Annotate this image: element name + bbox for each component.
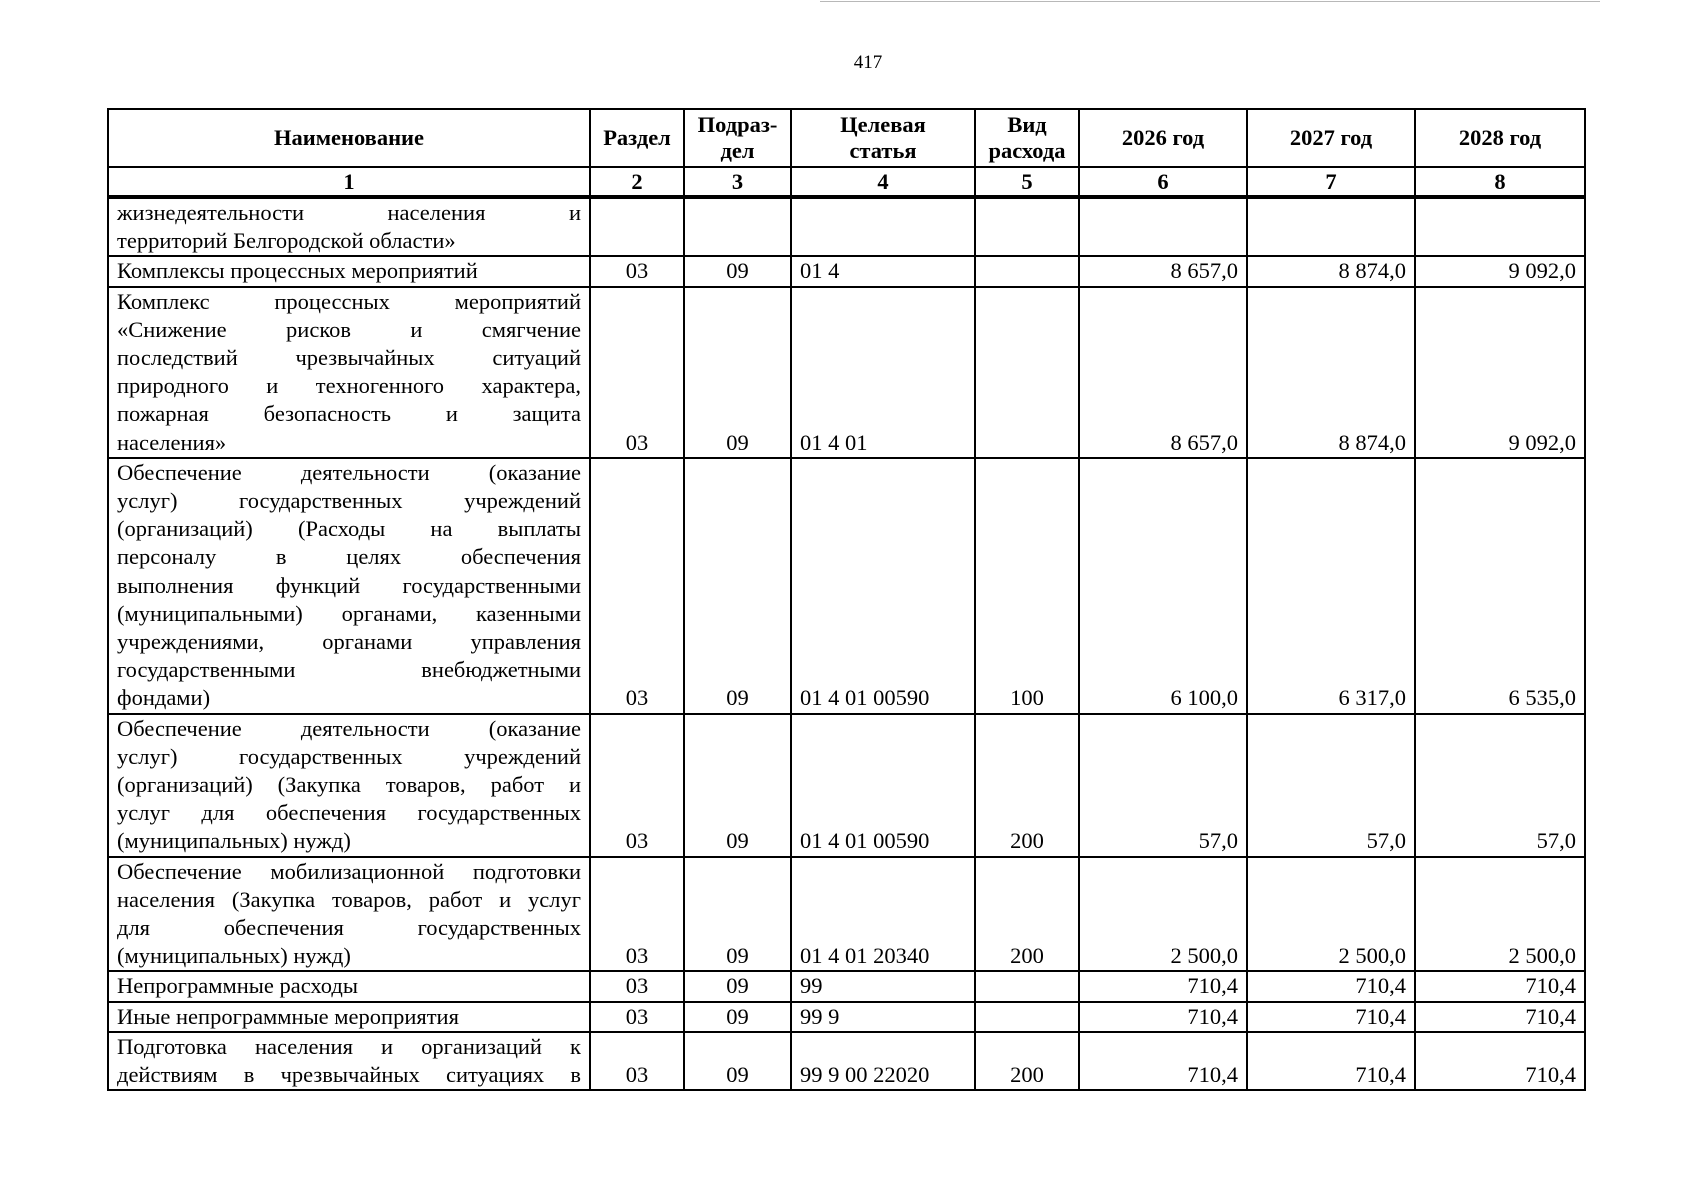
column-header-line: Наименование [274,125,424,150]
row-name-line: (муниципальных) нужд) [117,943,351,969]
cell-vid: 100 [975,458,1079,714]
cell-y2026: 710,4 [1079,1032,1247,1090]
cell-razdel: 03 [590,971,684,1001]
row-name-line: «Снижение рисков и смягчение [117,316,581,342]
row-name-cell [108,1032,590,1090]
cell-podrazdel: 09 [684,714,791,857]
cell-y2027: 6 317,0 [1247,458,1415,714]
cell-y2028: 57,0 [1415,714,1585,857]
column-header [791,109,975,167]
row-name-line: для обеспечения государственных [117,915,581,941]
row-name-line: действиям в чрезвычайных ситуациях в [117,1062,581,1088]
row-name-line: Комплекс процессных мероприятий [117,288,581,314]
row-name-line: услуг) государственных учреждений [117,743,581,769]
cell-statya: 99 9 00 22020 [791,1032,975,1090]
cell-podrazdel: 09 [684,1032,791,1090]
row-name-line: (муниципальных) нужд) [117,828,351,854]
cell-podrazdel: 09 [684,971,791,1001]
cell-vid [975,1002,1079,1032]
row-name-line: населения (Закупка товаров, работ и услуг [117,886,581,912]
column-header-line: Подраз- [697,112,778,137]
cell-y2027: 710,4 [1247,971,1415,1001]
cell-vid [975,256,1079,286]
cell-razdel [590,197,684,256]
row-name-line: Обеспечение деятельности (оказание [117,715,581,741]
cell-statya [791,197,975,256]
cell-y2028: 6 535,0 [1415,458,1585,714]
cell-statya: 99 9 [791,1002,975,1032]
cell-razdel: 03 [590,256,684,286]
cell-statya: 01 4 01 00590 [791,714,975,857]
column-number: 8 [1415,167,1585,197]
cell-statya: 01 4 [791,256,975,286]
budget-table [107,108,1586,1091]
cell-y2028: 710,4 [1415,971,1585,1001]
cell-podrazdel [684,197,791,256]
header-row [108,109,1585,167]
column-header-line: 2026 год [1121,125,1205,150]
table-row [108,458,1585,714]
page-number: 417 [853,52,883,73]
table-row [108,971,1585,1001]
column-header-line: Раздел [603,125,671,150]
column-number: 4 [791,167,975,197]
cell-y2026: 8 657,0 [1079,287,1247,458]
cell-podrazdel: 09 [684,1002,791,1032]
cell-vid [975,197,1079,256]
column-number: 5 [975,167,1079,197]
cell-y2028: 710,4 [1415,1002,1585,1032]
row-name-cell [108,256,590,286]
column-header [590,109,684,167]
row-name-line: выполнения функций государственными [117,572,581,598]
column-number-row [108,167,1585,197]
row-name-cell [108,287,590,458]
cell-vid: 200 [975,1032,1079,1090]
row-name-line: Подготовка населения и организаций к [117,1033,581,1059]
cell-y2026: 8 657,0 [1079,256,1247,286]
column-header-line: статья [849,138,917,163]
cell-y2028: 9 092,0 [1415,256,1585,286]
row-name-line: последствий чрезвычайных ситуаций [117,345,581,371]
row-name-line: территорий Белгородской области» [117,228,456,254]
row-name-cell [108,197,590,256]
cell-statya: 99 [791,971,975,1001]
column-header-line: 2027 год [1289,125,1373,150]
cell-y2026: 710,4 [1079,1002,1247,1032]
cell-razdel: 03 [590,857,684,972]
cell-statya: 01 4 01 20340 [791,857,975,972]
column-header-line: 2028 год [1458,125,1542,150]
cell-razdel: 03 [590,1002,684,1032]
cell-y2028: 2 500,0 [1415,857,1585,972]
row-name-cell [108,971,590,1001]
row-name-line: услуг) государственных учреждений [117,488,581,514]
table-row [108,857,1585,972]
cell-y2028 [1415,197,1585,256]
table-row [108,1002,1585,1032]
column-number: 6 [1079,167,1247,197]
row-name-cell [108,1002,590,1032]
cell-y2027: 8 874,0 [1247,256,1415,286]
column-header [975,109,1079,167]
column-header-line: расхода [988,138,1066,163]
column-number: 2 [590,167,684,197]
row-name-line: Непрограммные расходы [117,973,358,999]
cell-statya: 01 4 01 00590 [791,458,975,714]
column-header [1079,109,1247,167]
row-name-line: Обеспечение мобилизационной подготовки [117,858,581,884]
column-header-line: Вид [1007,112,1047,137]
cell-y2026: 57,0 [1079,714,1247,857]
cell-razdel: 03 [590,1032,684,1090]
cell-y2026: 2 500,0 [1079,857,1247,972]
row-name-line: (организаций) (Расходы на выплаты [117,516,581,542]
column-header-line: Целевая [840,112,926,137]
table-body [108,197,1585,1090]
top-rule [820,1,1600,2]
table-row [108,1032,1585,1090]
column-number: 7 [1247,167,1415,197]
row-name-line: (организаций) (Закупка товаров, работ и [117,772,581,798]
cell-razdel: 03 [590,287,684,458]
row-name-line: учреждениями, органами управления [117,629,581,655]
column-header [684,109,791,167]
cell-statya: 01 4 01 [791,287,975,458]
row-name-line: персоналу в целях обеспечения [117,544,581,570]
row-name-line: фондами) [117,685,211,711]
row-name-line: услуг для обеспечения государственных [117,800,581,826]
row-name-line: пожарная безопасность и защита [117,401,581,427]
cell-y2027: 57,0 [1247,714,1415,857]
row-name-line: населения» [117,429,227,455]
row-name-line: Обеспечение деятельности (оказание [117,459,581,485]
cell-y2028: 9 092,0 [1415,287,1585,458]
cell-vid [975,287,1079,458]
column-number: 1 [108,167,590,197]
cell-podrazdel: 09 [684,458,791,714]
table-row [108,714,1585,857]
column-number: 3 [684,167,791,197]
cell-y2027: 8 874,0 [1247,287,1415,458]
row-name-line: природного и техногенного характера, [117,373,581,399]
cell-y2026 [1079,197,1247,256]
cell-y2028: 710,4 [1415,1032,1585,1090]
column-header [1247,109,1415,167]
row-name-line: Комплексы процессных мероприятий [117,258,478,284]
column-header-line: дел [720,138,755,163]
table-row [108,256,1585,286]
cell-y2027: 710,4 [1247,1002,1415,1032]
cell-y2027: 2 500,0 [1247,857,1415,972]
row-name-line: Иные непрограммные мероприятия [117,1003,459,1029]
table-row [108,197,1585,256]
cell-podrazdel: 09 [684,857,791,972]
column-header [1415,109,1585,167]
cell-y2027 [1247,197,1415,256]
cell-vid [975,971,1079,1001]
row-name-line: жизнедеятельности населения и [117,200,581,225]
cell-vid: 200 [975,714,1079,857]
cell-podrazdel: 09 [684,287,791,458]
cell-vid: 200 [975,857,1079,972]
cell-razdel: 03 [590,714,684,857]
cell-podrazdel: 09 [684,256,791,286]
row-name-cell [108,458,590,714]
row-name-cell [108,714,590,857]
row-name-line: государственными внебюджетными [117,657,581,683]
row-name-line: (муниципальными) органами, казенными [117,600,581,626]
cell-y2026: 710,4 [1079,971,1247,1001]
table-row [108,287,1585,458]
cell-razdel: 03 [590,458,684,714]
cell-y2027: 710,4 [1247,1032,1415,1090]
column-header [108,109,590,167]
row-name-cell [108,857,590,972]
cell-y2026: 6 100,0 [1079,458,1247,714]
